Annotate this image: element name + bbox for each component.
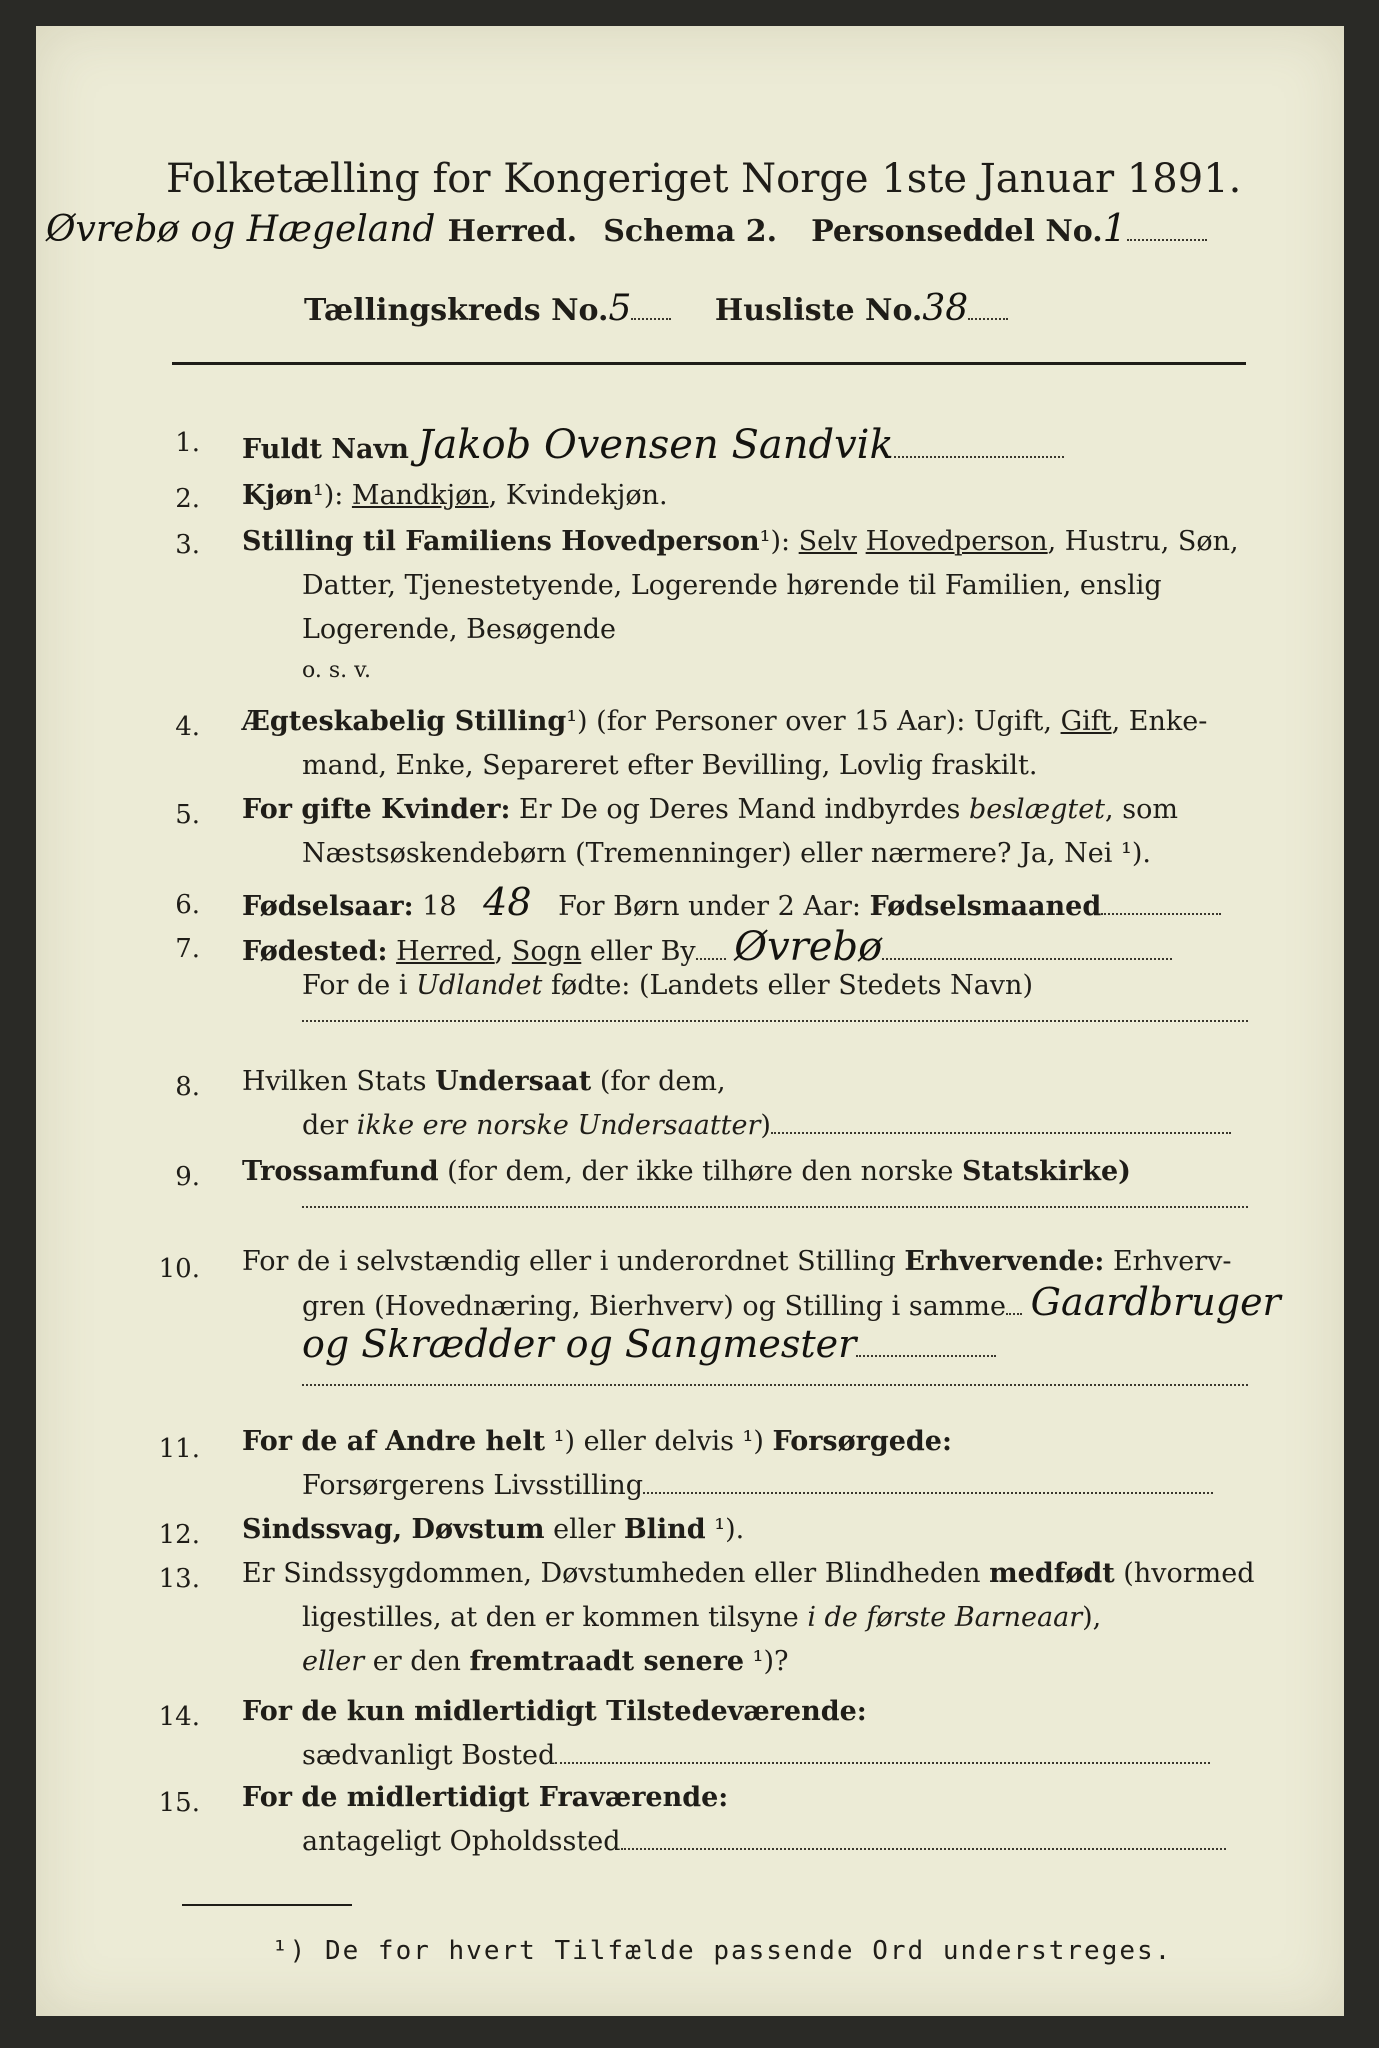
label-fodested: Fødested:	[242, 936, 388, 967]
item-11: For de af Andre helt ¹) eller delvis ¹) Forsørgede:	[242, 1426, 952, 1457]
header-row-2	[304, 288, 1008, 329]
item-number: 1.	[175, 428, 200, 458]
item-7-line-2: For de i Udlandet fødte: (Landets eller Stedets Navn)	[302, 970, 1033, 1001]
value-occupation-1: Gaardbruger	[1030, 1280, 1281, 1324]
form-title: Folketælling for Kongeriget Norge 1ste Januar 1891.	[166, 156, 1242, 202]
item-14: For de kun midlertidigt Tilstedeværende:	[242, 1696, 867, 1727]
header-row-1	[46, 206, 1207, 250]
item-11-line-2: Forsørgerens Livsstilling	[302, 1470, 1213, 1501]
item-2: Kjøn¹): Mandkjøn, Kvindekjøn.	[242, 480, 668, 511]
value-birth-year: 48	[483, 880, 532, 924]
herred-value: Øvrebø og Hægeland	[46, 209, 436, 250]
item-3-line-3: Logerende, Besøgende	[302, 614, 616, 645]
footnote-rule	[182, 1904, 352, 1906]
label-kjon: Kjøn	[242, 480, 313, 511]
item-15: For de midlertidigt Fraværende:	[242, 1782, 729, 1813]
value-occupation-2: og Skrædder og Sangmester	[302, 1322, 857, 1366]
blank-line	[302, 1206, 1248, 1208]
census-form	[36, 26, 1344, 2016]
label-stilling: Stilling til Familiens Hovedperson	[242, 526, 760, 557]
item-10-line-2: gren (Hovednæring, Bierhverv) og Stilling i samme Gaardbruger	[302, 1280, 1281, 1324]
item-number: 6.	[175, 890, 200, 920]
item-10-line-3	[302, 1322, 1248, 1366]
item-number: 15.	[158, 1788, 200, 1818]
item-3-line-4: o. s. v.	[302, 658, 371, 683]
item-4: Ægteskabelig Stilling¹) (for Personer over 15 Aar): Ugift, Gift, Enke-	[242, 706, 1208, 737]
item-8-line-2: der ikke ere norske Undersaatter)	[302, 1110, 1231, 1141]
item-15-line-2: antageligt Opholdssted	[302, 1826, 1226, 1857]
item-1	[242, 422, 1064, 468]
item-number: 2.	[175, 484, 200, 514]
item-number: 8.	[175, 1072, 200, 1102]
blank-line	[302, 1384, 1248, 1386]
item-number: 13.	[158, 1564, 200, 1594]
item-10: For de i selvstændig eller i underordnet Stilling Erhvervende: Erhverv-	[242, 1246, 1232, 1277]
value-birthplace: Øvrebø	[734, 924, 883, 970]
schema-label: Schema 2.	[603, 214, 778, 249]
husliste-value: 38	[922, 288, 969, 329]
item-3: Stilling til Familiens Hovedperson¹): Selv Hovedperson, Hustru, Søn,	[242, 526, 1239, 557]
option-selv: Selv	[798, 526, 858, 557]
item-5: For gifte Kvinder: Er De og Deres Mand indbyrdes beslægtet, som	[242, 794, 1178, 825]
personseddel-label: Personseddel No.	[811, 214, 1103, 249]
item-13: Er Sindssygdommen, Døvstumheden eller Blindheden medfødt (hvormed	[242, 1558, 1255, 1589]
option-hovedperson: Hovedperson	[865, 526, 1048, 557]
label-aegteskabelig: Ægteskabelig Stilling	[242, 706, 567, 737]
item-14-line-2: sædvanligt Bosted	[302, 1740, 1210, 1771]
item-number: 14.	[158, 1702, 200, 1732]
item-4-line-2: mand, Enke, Separeret efter Bevilling, Lovlig fraskilt.	[302, 750, 1038, 781]
item-13-line-2: ligestilles, at den er kommen tilsyne i de første Barneaar),	[302, 1602, 1102, 1633]
item-number: 12.	[158, 1520, 200, 1550]
personseddel-value: 1	[1102, 206, 1127, 250]
item-12: Sindssvag, Døvstum eller Blind ¹).	[242, 1514, 745, 1545]
item-number: 5.	[175, 800, 200, 830]
herred-label: Herred.	[447, 214, 578, 249]
item-8: Hvilken Stats Undersaat (for dem,	[242, 1066, 726, 1097]
option-gift: Gift	[1060, 706, 1112, 737]
item-3-line-2: Datter, Tjenestetyende, Logerende hørende til Familien, enslig	[302, 570, 1162, 601]
kreds-value: 5	[608, 288, 632, 329]
footnote: ¹) De for hvert Tilfælde passende Ord understreges.	[272, 1936, 1173, 1966]
label-trossamfund: Trossamfund	[242, 1156, 439, 1187]
label-fodselsaar: Fødselsaar:	[242, 891, 414, 922]
header-rule	[172, 362, 1246, 365]
husliste-label: Husliste No.	[714, 293, 923, 328]
item-5-line-2: Næstsøskendebørn (Tremenninger) eller nærmere? Ja, Nei ¹).	[302, 838, 1151, 869]
item-6: Fødselsaar: 18 48 For Børn under 2 Aar: Fødselsmaaned	[242, 880, 1221, 924]
item-9: Trossamfund (for dem, der ikke tilhøre den norske Statskirke)	[242, 1156, 1131, 1187]
item-13-line-3: eller er den fremtraadt senere ¹)?	[302, 1646, 789, 1677]
item-number: 4.	[175, 712, 200, 742]
item-number: 9.	[175, 1162, 200, 1192]
value-name: Jakob Ovensen Sandvik	[417, 422, 894, 468]
item-number: 10.	[158, 1254, 200, 1284]
item-number: 3.	[175, 530, 200, 560]
blank-line	[302, 1020, 1248, 1022]
label-fuldt-navn: Fuldt Navn	[242, 434, 409, 465]
item-number: 11.	[158, 1434, 200, 1464]
label-gifte-kvinder: For gifte Kvinder:	[242, 794, 511, 825]
kreds-label: Tællingskreds No.	[304, 293, 609, 328]
item-number: 7.	[175, 934, 200, 964]
item-7: Fødested: Herred, Sogn eller By Øvrebø	[242, 924, 1172, 970]
option-mandkjon: Mandkjøn	[351, 480, 489, 511]
